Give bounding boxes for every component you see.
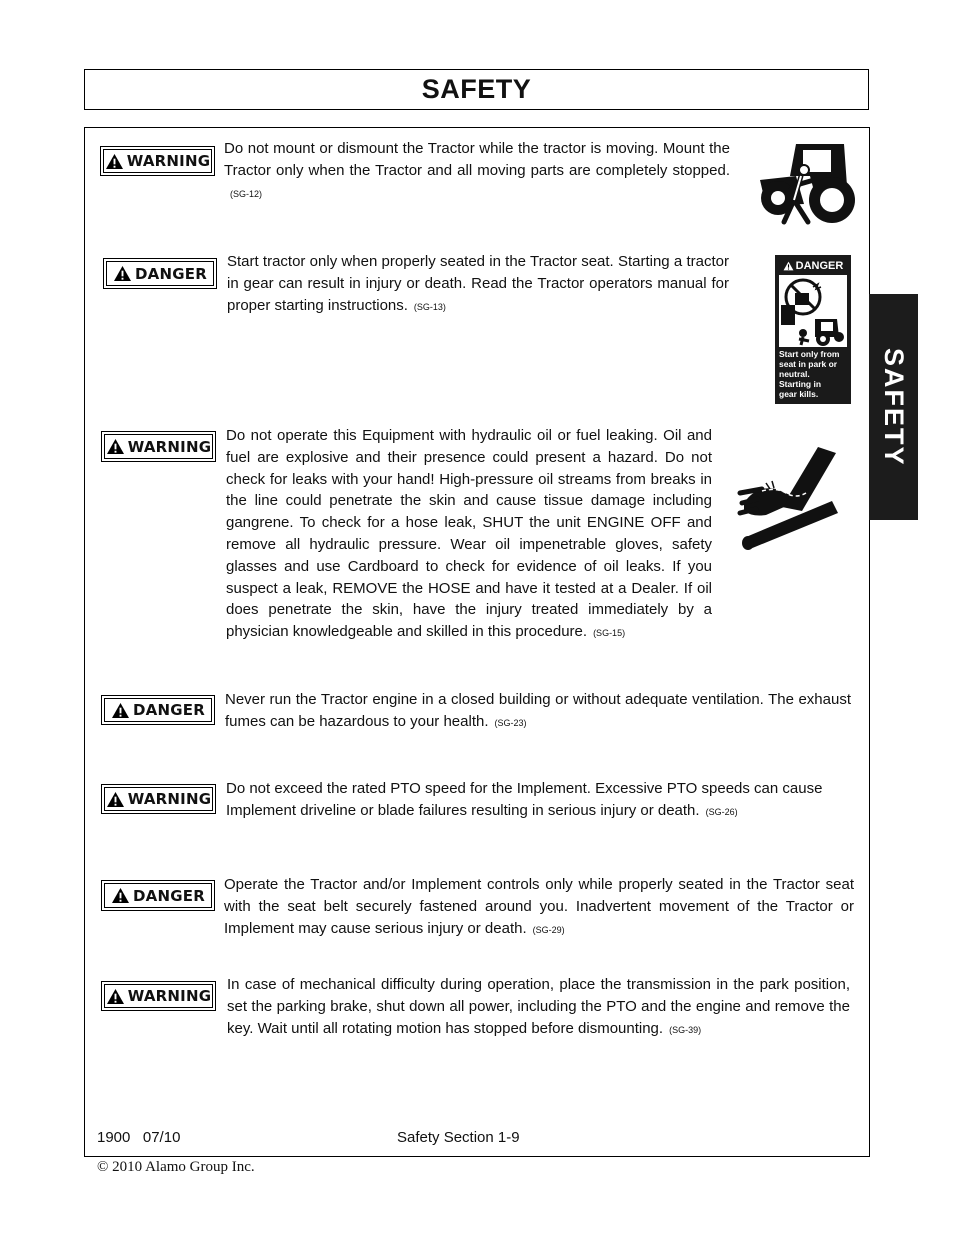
decal-pictogram (779, 275, 847, 347)
side-tab-label: SAFETY (879, 347, 909, 467)
warning-label: WARNING (127, 437, 212, 456)
warning-triangle-icon (106, 438, 125, 455)
safety-message-sg13: Start tractor only when properly seated in the Tractor seat. Starting a tractor in gear can result in injury or death. Read the Tractor operators manual for proper starting instructions. (SG-13) (227, 253, 729, 314)
warning-badge (101, 784, 216, 814)
safety-message-sg23: Never run the Tractor engine in a closed building or without adequate ventilation. The exhaust fumes can be hazardous to your health. (SG-23) (225, 691, 851, 730)
section-side-tab (869, 294, 918, 520)
warning-badge (101, 431, 216, 462)
warning-label: WARNING (127, 987, 212, 1005)
danger-label: DANGER (135, 264, 207, 283)
danger-badge (101, 695, 215, 725)
page-title: SAFETY (421, 74, 532, 104)
footer-model-date: 1900 07/10 (97, 1129, 181, 1146)
safety-message-sg12: Do not mount or dismount the Tractor while the tractor is moving. Mount the Tractor only when the Tractor and all moving parts are completely stopped.(SG-12) (224, 140, 730, 199)
safety-message-sg29: Operate the Tractor and/or Implement controls only while properly seated in the Tractor seat with the seat belt securely fastened around you. Inadvertent movement of the Tractor or Implement may cause serious injury or death. (SG-29) (224, 876, 854, 937)
safety-message-sg26: Do not exceed the rated PTO speed for the Implement. Excessive PTO speeds can cause Implement driveline or blade failures resulting in serious injury or death. (SG-26) (226, 780, 823, 819)
warning-triangle-icon (105, 153, 124, 170)
warning-label: WARNING (127, 790, 212, 808)
warning-triangle-icon (106, 988, 125, 1005)
warning-triangle-icon (111, 887, 130, 904)
danger-badge (101, 880, 215, 911)
decal-text: Start only from seat in park or neutral. Starting in gear kills. (779, 349, 840, 399)
copyright-notice: © 2010 Alamo Group Inc. (97, 1159, 255, 1175)
safety-message-sg15: Do not operate this Equipment with hydraulic oil or fuel leaking. Oil and fuel are explosive and their presence could present a hazard. Do not check for leaks with your hand! High-pressure oil streams from breaks in the line could penetrate the skin and cause tissue damage including gangrene. To check for a hose leak, SHUT the unit ENGINE OFF and remove all hydraulic pressure. Wear oil impenetrable gloves, safety glasses and use Cardboard to check for evidence of oil leaks. If you suspect a leak, REMOVE the HOSE and have it tested at a Dealer. If oil does penetrate the skin, have the injury treated immediately by a physician knowledgeable and skilled in this procedure. (SG-15) (226, 427, 712, 641)
danger-label: DANGER (133, 701, 205, 719)
page-header (84, 69, 869, 110)
safety-message-sg39: In case of mechanical difficulty during operation, place the transmission in the park position, set the parking brake, shut down all power, including the PTO and the engine and remove the key. Wait until all rotating motion has stopped before dismounting. (SG-39) (227, 976, 850, 1037)
footer-section: Safety Section 1-9 (397, 1129, 520, 1146)
warning-triangle-icon (111, 702, 130, 719)
warning-label: WARNING (126, 152, 211, 170)
decal-header: DANGER (775, 257, 851, 274)
tractor-start-decal-icon (775, 255, 851, 404)
warning-badge (101, 981, 216, 1011)
warning-triangle-icon (113, 265, 132, 282)
warning-triangle-icon (783, 261, 794, 271)
warning-badge (100, 146, 215, 176)
danger-label: DANGER (133, 886, 205, 905)
hand-oil-leak-icon (736, 445, 842, 551)
warning-triangle-icon (106, 791, 125, 808)
tractor-runover-icon (756, 140, 856, 232)
danger-badge (103, 258, 217, 289)
